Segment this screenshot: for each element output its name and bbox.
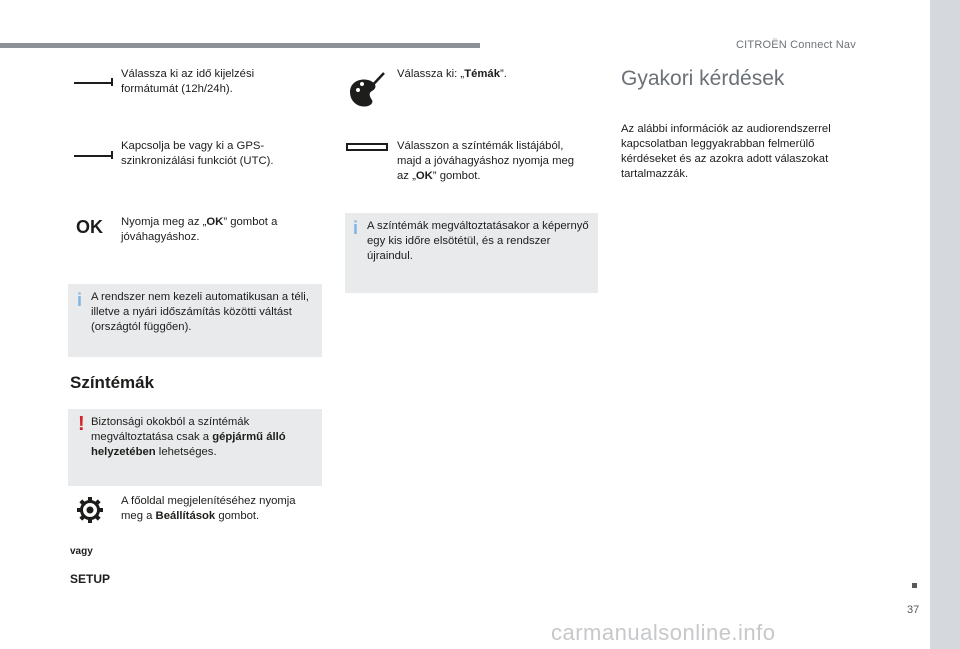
or-label: vagy xyxy=(70,546,93,557)
step-press-settings: A főoldal megjelenítéséhez nyomja meg a Beállítások gombot. xyxy=(121,495,296,522)
step-gps-sync: Kapcsolja be vagy ki a GPS-szinkronizálási funkciót (UTC). xyxy=(121,140,274,167)
ok-button-icon: OK xyxy=(76,217,103,237)
info-icon: i xyxy=(353,218,359,238)
warning-text: Biztonsági okokból a színtémák megváltoztatása csak a gépjármű álló helyzetében lehetséges. xyxy=(91,416,286,458)
info-dst-text: A rendszer nem kezeli automatikusan a téli, illetve a nyári időszámítás közötti váltást (országtól függően). xyxy=(91,291,309,333)
info-box-restart xyxy=(345,213,598,293)
slider-line-icon xyxy=(74,78,114,88)
slider-line-icon xyxy=(74,151,114,161)
warning-box xyxy=(68,409,322,486)
faq-title: Gyakori kérdések xyxy=(621,67,785,90)
info-icon: i xyxy=(77,290,83,310)
continue-marker xyxy=(912,583,917,588)
page-number: 37 xyxy=(907,604,920,616)
step-time-format: Válassza ki az idő kijelzési formátumát (12h/24h). xyxy=(121,68,255,95)
page-side-strip xyxy=(930,0,960,649)
palette-icon xyxy=(346,70,386,110)
watermark: carmanualsonline.info xyxy=(551,620,776,645)
header-brand: CITROËN Connect Nav xyxy=(736,39,856,51)
step-press-ok: Nyomja meg az „OK” gombot a jóváhagyáshoz. xyxy=(121,216,278,243)
list-bar-icon xyxy=(346,143,388,151)
section-title-themes: Színtémák xyxy=(70,373,155,392)
header-rule xyxy=(0,43,480,48)
info-box-dst xyxy=(68,284,322,357)
warning-icon: ! xyxy=(78,413,85,435)
step-select-themes: Válassza ki: „Témák”. xyxy=(397,68,507,80)
setup-button-label: SETUP xyxy=(70,572,111,586)
step-choose-theme: Válasszon a színtémák listájából, majd a jóváhagyáshoz nyomja meg az „OK” gombot. xyxy=(397,140,575,182)
gear-icon xyxy=(76,496,104,524)
faq-intro: Az alábbi információk az audiorendszerrel kapcsolatban leggyakrabban felmerülő kérdéseket és az azokra adott válaszokat tartalmazzák. xyxy=(621,123,831,180)
info-restart-text: A színtémák megváltoztatásakor a képernyő egy kis időre elsötétül, és a rendszer újraindul. xyxy=(367,220,589,262)
